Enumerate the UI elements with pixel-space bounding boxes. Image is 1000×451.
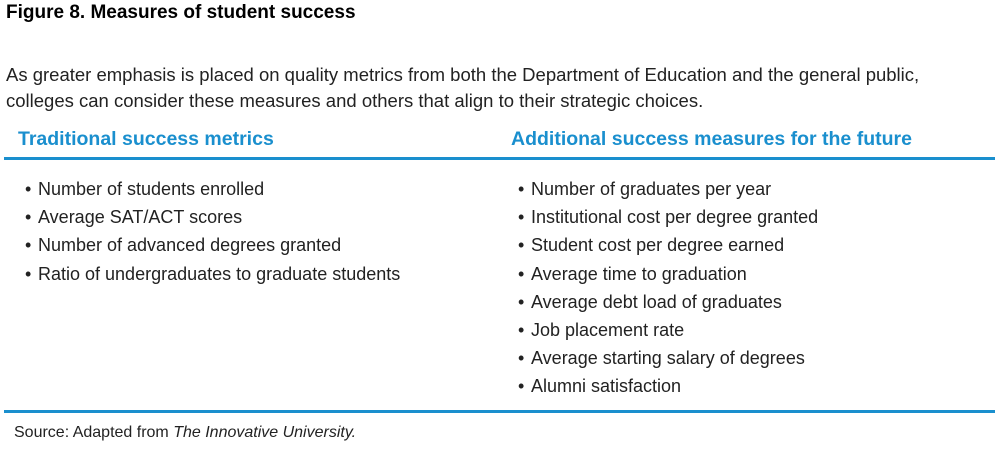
list-item-label: Number of graduates per year xyxy=(531,179,772,199)
list-item xyxy=(518,203,818,231)
additional-measures-heading: Additional success measures for the future xyxy=(511,128,912,150)
header-divider xyxy=(4,157,995,160)
bullet-icon: • xyxy=(518,376,525,397)
traditional-metrics-list xyxy=(25,175,400,288)
list-item-label: Average starting salary of degrees xyxy=(531,348,805,369)
additional-measures-list xyxy=(518,175,818,401)
bullet-icon: • xyxy=(518,235,525,256)
bullet-icon: • xyxy=(25,235,32,256)
traditional-metrics-heading: Traditional success metrics xyxy=(18,128,274,150)
bullet-icon: • xyxy=(518,179,525,199)
bullet-icon: • xyxy=(518,207,525,228)
list-item-label: Average debt load of graduates xyxy=(531,291,782,312)
intro-paragraph: As greater emphasis is placed on quality metrics from both the Department of Education and the general public, colleges can consider these measures and others that align to their strategic choices. xyxy=(6,64,920,111)
source-prefix: Source: Adapted from xyxy=(14,424,174,441)
bullet-icon: • xyxy=(25,207,32,228)
footer-divider xyxy=(4,410,995,413)
bullet-icon: • xyxy=(518,348,525,369)
list-item-label: Student cost per degree earned xyxy=(531,235,785,256)
source-title: The Innovative University. xyxy=(173,424,357,441)
list-item xyxy=(518,175,818,203)
figure-title: Figure 8. Measures of student success xyxy=(6,2,356,23)
list-item-label: Alumni satisfaction xyxy=(531,376,682,397)
list-item-label: Number of students enrolled xyxy=(38,179,265,199)
bullet-icon: • xyxy=(25,179,32,199)
bullet-icon: • xyxy=(518,320,525,341)
list-item xyxy=(25,203,400,231)
list-item xyxy=(25,175,400,203)
list-item xyxy=(518,344,818,372)
bullet-icon: • xyxy=(25,263,32,284)
list-item-label: Number of advanced degrees granted xyxy=(38,235,342,256)
list-item-label: Average SAT/ACT scores xyxy=(38,207,243,228)
list-item-label: Job placement rate xyxy=(531,320,685,341)
list-item xyxy=(518,260,818,288)
list-item xyxy=(25,260,400,288)
list-item xyxy=(518,288,818,316)
list-item xyxy=(518,316,818,344)
list-item-label: Average time to graduation xyxy=(531,263,747,284)
bullet-icon: • xyxy=(518,263,525,284)
list-item xyxy=(25,231,400,259)
source-note xyxy=(14,424,356,442)
list-item xyxy=(518,231,818,259)
list-item xyxy=(518,372,818,400)
bullet-icon: • xyxy=(518,291,525,312)
list-item-label: Ratio of undergraduates to graduate students xyxy=(38,263,401,284)
list-item-label: Institutional cost per degree granted xyxy=(531,207,819,228)
